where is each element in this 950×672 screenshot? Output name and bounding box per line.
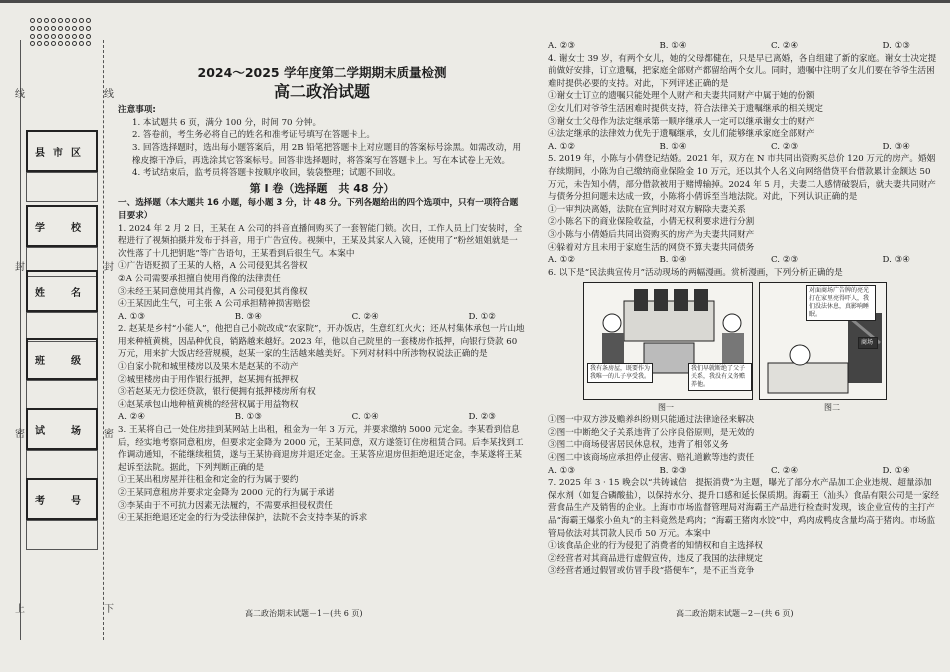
binding-dot: [37, 18, 42, 23]
note-item: 1. 本试题共 6 页，满分 100 分，时间 70 分钟。: [132, 117, 322, 128]
binding-dot: [51, 26, 56, 31]
option-c[interactable]: C. ①④: [351, 412, 379, 423]
field-school-label: 学 校: [26, 205, 98, 247]
question-2-stem: 2. 赵某是乡村“小能人”，他把自己小院改成“农家院”，开办饭店，生意红红火火；还从村集体承包一片山地用来种植黄桃，因品种优良，销路越来越好。2023 年，他以自己院里的一套楼房作抵押，向银行贷款 60 万元，用来扩大饭店经营规模，赵某一家的生活越来越美好。下列对材料中所涉物权说法正确的是: [118, 324, 525, 360]
binding-dot: [44, 18, 49, 23]
option-d[interactable]: D. ①④: [882, 465, 910, 476]
option-c[interactable]: C. ②④: [771, 41, 799, 51]
binding-dot: [86, 41, 91, 46]
page-two: [548, 40, 940, 578]
question-7-item: ①该食品企业的行为侵犯了消费者的知情权和自主选择权: [548, 541, 763, 552]
note-item: 4. 考试结束后，监考员将答题卡按顺序收回，装袋整理；试题不回收。: [132, 168, 401, 179]
binding-dot: [58, 26, 63, 31]
question-4-stem: 4. 谢女士 39 岁，有两个女儿，她的父母都健在，只是早已离婚，各自组建了新的家庭。谢女士决定提前做好安排，订立遗嘱，把家庭全部财产都留给两个女儿。同时，遗嘱中注明了女儿们要在爷爷生活困难时提供必要的支持。对此，下列评述正确的是: [548, 53, 937, 89]
binding-dot: [86, 26, 91, 31]
binding-dot: [72, 34, 77, 39]
option-a[interactable]: A. ②③: [548, 41, 576, 51]
side-char-mi-right: 密: [104, 429, 114, 440]
binding-dot: [44, 41, 49, 46]
side-char-xian-right: 线: [104, 89, 114, 100]
question-5-stem: 5. 2019 年，小陈与小倩登记结婚。2021 年，双方在 N 市共同出资购买总价 120 万元的房产。婚姻存续期间，小陈为自己缴纳商业保险金 10 万元，还以其个人名义向网络借贷平台借款累计金额达 50 万元，未告知小倩，部分借款被用于赌博输掉。2024 年 5 月，夫妻二人感情破裂后，就夫妻共同财产与债务分担问题未达成一致，小陈将小倩诉至当地法院。对此，下列认识正确的是: [548, 154, 936, 203]
question-5-item: ④躲着对方且未用于家庭生活的网贷不算夫妻共同债务: [548, 242, 755, 253]
question-2-item: ③若赵某无力偿还贷款，银行便拥有抵押楼房所有权: [118, 387, 316, 398]
question-4-item: ④法定继承的法律效力优先于遗嘱继承，女儿们能够继承家庭全部财产: [548, 129, 815, 140]
section-heading: 第 Ⅰ 卷（选择题 共 48 分）: [249, 181, 395, 195]
caption-figure-one: 图一: [658, 403, 674, 413]
question-5-item: ①一审判决离婚，法院在宣判时对双方解除夫妻关系: [548, 204, 746, 215]
binding-dot: [79, 26, 84, 31]
option-a[interactable]: A. ①③: [118, 311, 146, 322]
question-3-item: ④王某拒绝退还定金的行为受法律保护，法院不会支持李某的诉求: [118, 513, 368, 524]
option-d[interactable]: D. ③④: [882, 141, 910, 152]
question-1-item: ①广告语贬损了王某的人格，A 公司侵犯其名誉权: [118, 261, 308, 272]
question-1-options: [118, 311, 526, 324]
binding-line: [20, 40, 21, 640]
binding-dot: [65, 41, 70, 46]
binding-dot: [58, 18, 63, 23]
field-room-blank[interactable]: [26, 450, 98, 480]
binding-dot: [65, 18, 70, 23]
binding-dot: [44, 26, 49, 31]
option-d[interactable]: D. ①②: [468, 311, 496, 322]
binding-dot: [44, 34, 49, 39]
option-b[interactable]: B. ①④: [659, 41, 687, 51]
question-6-item: ②图一中断绝父子关系违背了公序良俗原则，是无效的: [548, 427, 755, 438]
question-7-item: ②经营者对其商品进行虚假宣传，违反了我国的法律规定: [548, 553, 763, 564]
binding-dot: [30, 34, 35, 39]
option-b[interactable]: B. ③④: [234, 311, 262, 322]
question-4-options: [548, 141, 940, 154]
option-d[interactable]: D. ①③: [882, 41, 910, 51]
notes-heading: 注意事项:: [118, 105, 156, 116]
field-exam-number-blank[interactable]: [26, 520, 98, 550]
question-3-stem: 3. 王某将自己一处住房挂到某网站上出租，租金为一年 3 万元，并要求缴纳 5000 元定金。李某看到信息后，经实地考察同意租房，但要求定金降为 2000 元，王某同意，双方遂签订住房租赁合同。后李某找到工作调动通知，不能继续租赁，遂与王某协商退房并退还定金。王某答应退房但拒绝退还定金，李某遂将王某起诉至法院。据此，下列判断正确的是: [118, 425, 524, 473]
question-1-item: ④王某因此生气，可主张 A 公司承担精神损害赔偿: [118, 299, 311, 310]
question-6-options: [548, 465, 940, 478]
question-6-item: ③图二中商场侵害居民休息权，违背了相邻义务: [548, 440, 729, 451]
binding-dot: [37, 34, 42, 39]
option-c[interactable]: C. ②④: [351, 311, 379, 322]
question-4-item: ①谢女士订立的遗嘱只能处理个人财产和夫妻共同财产中属于她的份额: [548, 91, 815, 102]
field-room-label: 试 场: [26, 408, 98, 450]
question-2-item: ②城里楼房由于用作银行抵押，赵某拥有抵押权: [118, 374, 299, 385]
page-one-footer: 高二政治期末试题－1－(共 6 页): [245, 609, 363, 618]
question-6-item: ①图一中双方涉及赡养纠纷则只能通过法律途径来解决: [548, 415, 755, 426]
field-class-blank[interactable]: [26, 380, 98, 410]
option-a[interactable]: A. ②④: [118, 412, 146, 423]
option-d[interactable]: D. ③④: [882, 255, 910, 266]
mall-sign: 商场: [858, 337, 878, 349]
question-5-item: ②小陈名下的商业保险收益，小倩无权利要求进行分割: [548, 217, 755, 228]
option-a[interactable]: A. ①③: [548, 465, 576, 476]
question-2-options: [118, 411, 526, 424]
question-1-item: ③未经王某同意使用其肖像，A 公司侵犯其肖像权: [118, 286, 308, 297]
option-b[interactable]: B. ①④: [659, 141, 687, 152]
question-3-item: ②王某同意租房并要求定金降为 2000 元的行为属于承诺: [118, 488, 335, 498]
option-c[interactable]: C. ②④: [771, 465, 799, 476]
exam-title: 2024～2025 学年度第二学期期末质量检测: [197, 65, 447, 80]
binding-dot: [72, 18, 77, 23]
binding-strip: [0, 0, 112, 672]
dot-grid: [30, 18, 94, 48]
note-item: 3. 回答选择题时，选出每小题答案后，用 2B 铅笔把答题卡上对应题目的答案标号涂黑。如需改动，用橡皮擦干净后，再选涂其它答案标号。回答非选择题时，将答案写在答题卡上。写在本试卷上无效。: [132, 142, 522, 166]
binding-dot: [30, 26, 35, 31]
question-6-item: ④图二中该商场应承担停止侵害、赔礼道歉等违约责任: [548, 453, 755, 464]
question-4-item: ②女儿们对爷爷生活困难时提供支持，符合法律关于遗嘱继承的相关规定: [548, 103, 824, 114]
binding-dot: [72, 26, 77, 31]
option-b[interactable]: B. ②③: [659, 465, 687, 476]
binding-dot: [65, 34, 70, 39]
option-d[interactable]: D. ②③: [468, 412, 496, 423]
binding-dot: [86, 34, 91, 39]
option-c[interactable]: C. ②③: [771, 141, 799, 152]
speech-bubble-son: 我们早就断绝了父子关系，我没有义务赡养他。: [688, 363, 752, 391]
question-4-item: ③谢女士父母作为法定继承第一顺序继承人一定可以继承谢女士的财产: [548, 116, 815, 127]
binding-dot: [72, 41, 77, 46]
question-1-stem: 1. 2024 年 2 月 2 日，王某在 A 公司的抖音直播间购买了一套智能门锁。次日，工作人员上门安装时，全程进行了视频拍摄并发布于抖音，用于广告宣传。视频中，王某及其家人入镜，还使用了“粉丝姐姐就是一次性落了十几把钥匙”等广告语句，王某看到后很生气。本案中: [118, 223, 523, 259]
binding-dot: [79, 18, 84, 23]
side-char-feng: 封: [15, 262, 25, 273]
question-2-item: ④赵某承包山地种植黄桃的经营权属于用益物权: [118, 399, 299, 410]
question-5-options: [548, 254, 940, 267]
question-7-stem: 7. 2025 年 3 · 15 晚会以“共铸诚信 提振消费”为主题，曝光了部分水产品加工企业违规、超量添加保水剂（如复合磷酸盐），以保持水分、提升口感和延长保质期。海霸王（汕头）食品有限公司是一家经营食品生产及销售的企业。上海市市场监督管理局对海霸王产品进行检查时发现，该企业宣传的主打产品“海霸王爆浆小鱼丸”的主料竟然是鸡肉；“海霸王猪肉水饺”中，鸡肉成鸭皮含量均高于猪肉。市场监管局依法对其罚款人民币 50 万元。本案中: [548, 478, 940, 539]
question-3-item: ③李某由于不可抗力因素无法履约，不需要承担侵权责任: [118, 500, 333, 511]
binding-dot: [30, 18, 35, 23]
side-char-xian: 线: [15, 89, 25, 100]
cartoon-two: [759, 282, 887, 400]
field-exam-number-label: 考 号: [26, 478, 98, 520]
question-3-item: ①王某出租房屋并往租金和定金的行为属于要约: [118, 475, 299, 486]
side-char-shang: 上: [15, 604, 25, 615]
question-1-item: ②A 公司需要承担擅自使用肖像的法律责任: [118, 273, 281, 284]
binding-dot: [30, 41, 35, 46]
caption-figure-two: 图二: [824, 403, 840, 413]
section-intro: 一、选择题（本大题共 16 小题，每小题 3 分，计 48 分。下列各题给出的四个选项中，只有一项符合题目要求）: [118, 198, 519, 221]
option-c[interactable]: C. ②③: [771, 255, 799, 266]
question-7-item: ③经营者通过假冒或仿冒手段“搭便车”，是不正当竞争: [548, 566, 755, 577]
binding-dot: [58, 41, 63, 46]
field-class-label: 班 级: [26, 338, 98, 380]
question-6-stem: 6. 以下是“民法典宣传月”活动现场的两幅漫画。赏析漫画，下列分析正确的是: [548, 267, 843, 278]
speech-bubble-father: 我有条房屋，既要作为我唯一的儿子享受我。: [587, 363, 653, 383]
question-3-options: [548, 40, 940, 53]
field-county-label: 县市区: [26, 130, 98, 172]
page-two-footer: 高二政治期末试题－2－(共 6 页): [676, 609, 794, 618]
option-a[interactable]: A. ①②: [548, 255, 576, 266]
binding-dot: [79, 34, 84, 39]
option-a[interactable]: A. ①②: [548, 141, 576, 152]
cartoon-row: [548, 282, 940, 400]
speech-bubble-resident: 对面商场广告牌的亮光打在家里亮得吓人，我们没法休息，真影响睡眠。: [806, 285, 876, 321]
binding-dot: [37, 26, 42, 31]
question-2-item: ①自家小院和城里楼房以及果木是赵某的不动产: [118, 362, 299, 373]
binding-dashed-line: [103, 40, 104, 640]
top-edge: [0, 0, 950, 3]
binding-dot: [51, 18, 56, 23]
field-county-blank[interactable]: [26, 172, 98, 202]
binding-dot: [51, 41, 56, 46]
side-char-feng-right: 封: [104, 262, 114, 273]
binding-dot: [86, 18, 91, 23]
binding-dot: [51, 34, 56, 39]
side-char-mi: 密: [15, 429, 25, 440]
cartoon-one: [583, 282, 753, 400]
exam-subject-title: 高二政治试题: [273, 81, 370, 101]
option-b[interactable]: B. ①③: [234, 412, 262, 423]
page-one: [118, 40, 526, 525]
binding-dot: [65, 26, 70, 31]
binding-dot: [58, 34, 63, 39]
note-item: 2. 答卷前，考生务必将自己的姓名和准考证号填写在答题卡上。: [132, 130, 375, 141]
side-char-xia: 下: [104, 604, 114, 615]
cartoon-captions: [548, 402, 940, 414]
binding-dot: [79, 41, 84, 46]
field-name-label: 姓 名: [26, 270, 98, 312]
question-5-item: ③小陈与小倩婚后共同出资购买的房产为夫妻共同财产: [548, 229, 755, 240]
option-b[interactable]: B. ①④: [659, 255, 687, 266]
binding-dot: [37, 41, 42, 46]
